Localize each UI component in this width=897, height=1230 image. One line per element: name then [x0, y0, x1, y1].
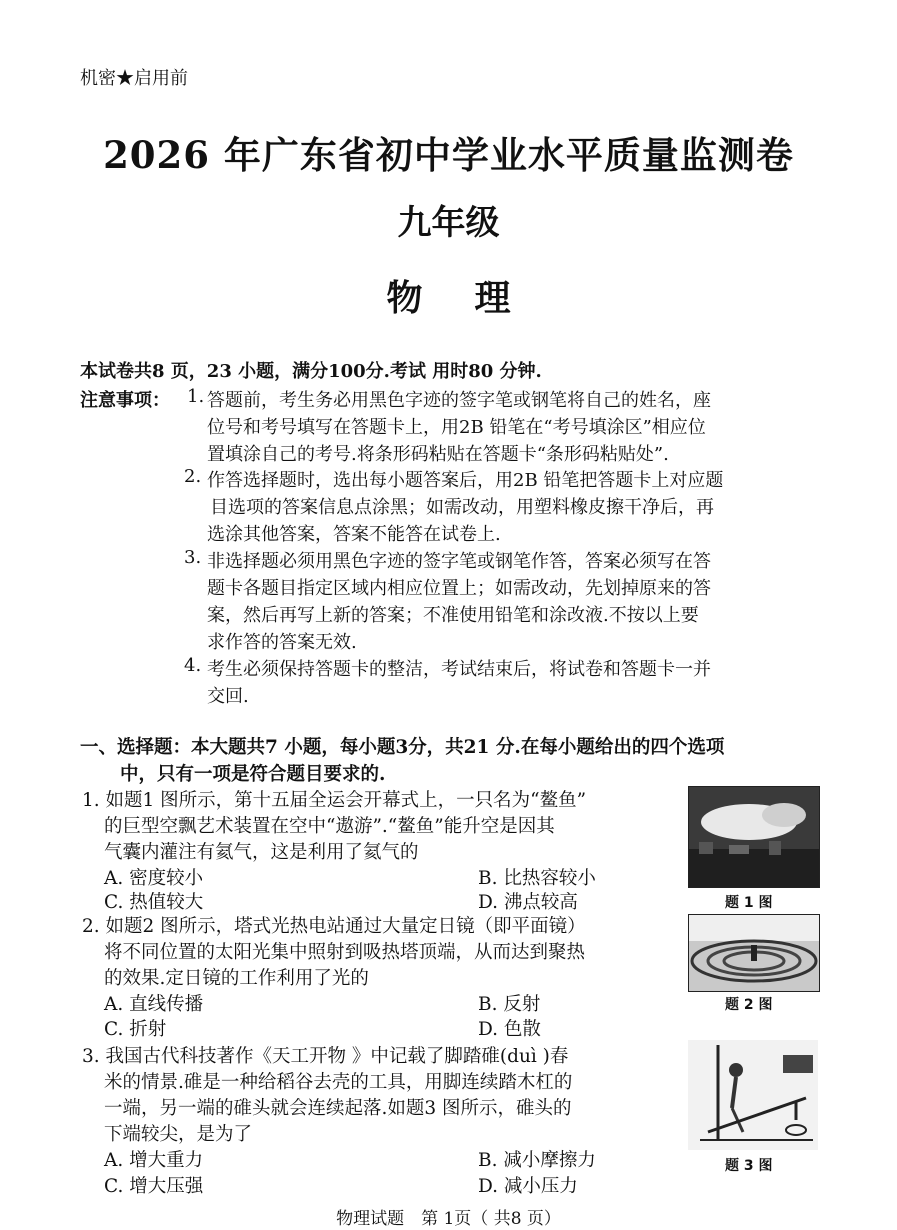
note-line: 考生必须保持答题卡的整洁，考试结束后，将试卷和答题卡一并	[207, 659, 711, 680]
confidential-mark: 机密★启用前	[80, 68, 188, 89]
section-heading: 一、选择题：本大题共7 小题，每小题3分，共21 分.在每小题给出的四个选项	[80, 737, 725, 758]
question-text: 的效果.定日镜的工作利用了光的	[104, 968, 369, 989]
option-d: D. 色散	[478, 1019, 541, 1040]
note-number: 3.	[184, 547, 202, 568]
note-line: 目选项的答案信息点涂黑；如需改动，用塑料橡皮擦干净后，再	[210, 497, 714, 518]
option-c: C. 热值较大	[104, 892, 204, 913]
note-line: 答题前，考生务必用黑色字迹的签字笔或钢笔将自己的姓名，座	[207, 390, 711, 411]
note-number: 4.	[184, 655, 202, 676]
note-line: 非选择题必须用黑色字迹的签字笔或钢笔作答，答案必须写在答	[207, 551, 711, 572]
exam-title: 2026 年广东省初中学业水平质量监测卷	[103, 133, 794, 177]
exam-info: 本试卷共8 页，23 小题，满分100分.考试 用时80 分钟.	[80, 361, 542, 382]
option-b: B. 反射	[478, 994, 541, 1015]
note-number: 1.	[187, 386, 205, 407]
figure-1-image	[688, 786, 820, 888]
question-text: 2. 如题2 图所示，塔式光热电站通过大量定日镜（即平面镜）	[82, 916, 586, 937]
note-line: 置填涂自己的考号.将条形码粘贴在答题卡“条形码粘贴处”.	[207, 444, 669, 465]
fish-balloon-photo-icon	[689, 787, 819, 887]
question-text: 将不同位置的太阳光集中照射到吸热塔顶端，从而达到聚热	[104, 942, 586, 963]
grade-heading: 九年级	[397, 203, 500, 243]
notes-label: 注意事项：	[80, 390, 170, 411]
question-text: 米的情景.碓是一种给稻谷去壳的工具，用脚连续踏木杠的	[104, 1072, 573, 1093]
question-text: 的巨型空飘艺术装置在空中“遨游”.“鳌鱼”能升空是因其	[104, 816, 555, 837]
option-a: A. 密度较小	[104, 868, 204, 889]
option-a: A. 增大重力	[104, 1150, 204, 1171]
figure-2-image	[688, 914, 820, 992]
option-c: C. 增大压强	[104, 1176, 204, 1197]
question-text: 一端，另一端的碓头就会连续起落.如题3 图所示，碓头的	[104, 1098, 572, 1119]
question-text: 下端较尖，是为了	[104, 1124, 253, 1145]
question-text: 1. 如题1 图所示，第十五届全运会开幕式上，一只名为“鳌鱼”	[82, 790, 587, 811]
subject-char-2: 理	[474, 277, 511, 319]
option-d: D. 减小压力	[478, 1176, 578, 1197]
option-b: B. 比热容较小	[478, 868, 596, 889]
question-text: 3. 我国古代科技著作《天工开物 》中记载了脚踏碓(duì )春	[82, 1046, 569, 1067]
figure-1-caption: 题 1 图	[725, 895, 773, 911]
subject-char-1: 物	[386, 277, 423, 319]
option-a: A. 直线传播	[104, 994, 204, 1015]
figure-2-caption: 题 2 图	[725, 997, 773, 1013]
note-line: 案，然后再写上新的答案；不准使用铅笔和涂改液.不按以上要	[207, 605, 699, 626]
page-footer: 物理试题 第 1页（ 共8 页）	[336, 1209, 561, 1229]
note-line: 作答选择题时，选出每小题答案后，用2B 铅笔把答题卡上对应题	[207, 470, 724, 491]
note-line: 求作答的答案无效.	[207, 632, 357, 653]
pestle-drawing-icon	[688, 1040, 818, 1150]
note-line: 选涂其他答案，答案不能答在试卷上.	[207, 524, 501, 545]
figure-3-image	[688, 1040, 818, 1150]
note-line: 交回.	[207, 686, 249, 707]
option-d: D. 沸点较高	[478, 892, 578, 913]
figure-3-caption: 题 3 图	[725, 1158, 773, 1174]
option-c: C. 折射	[104, 1019, 167, 1040]
question-text: 气囊内灌注有氦气，这是利用了氦气的	[104, 842, 419, 863]
solar-plant-photo-icon	[689, 915, 819, 991]
note-line: 题卡各题目指定区域内相应位置上；如需改动，先划掉原来的答	[207, 578, 711, 599]
section-heading-cont: 中，只有一项是符合题目要求的.	[120, 764, 386, 785]
note-line: 位号和考号填写在答题卡上，用2B 铅笔在“考号填涂区”相应位	[207, 417, 706, 438]
option-b: B. 减小摩擦力	[478, 1150, 596, 1171]
subject-heading	[0, 270, 897, 321]
note-number: 2.	[184, 466, 202, 487]
